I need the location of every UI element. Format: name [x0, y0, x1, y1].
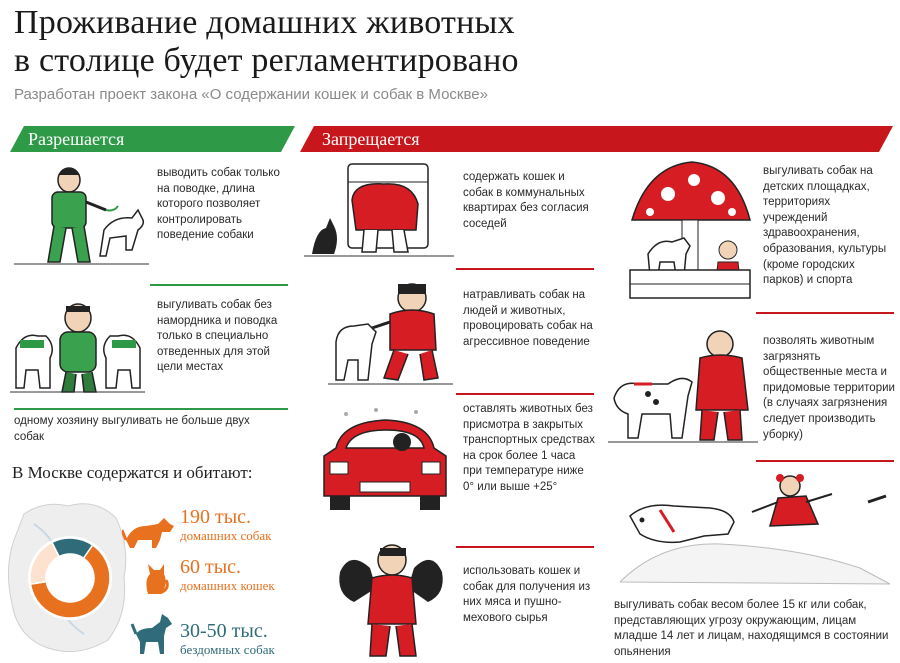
stray-label: бездомных собак: [180, 642, 275, 657]
aggression-illustration: [328, 280, 453, 388]
page-title: [14, 4, 714, 80]
playground-illustration: [628, 158, 754, 302]
moscow-heading: В Москве содержатся и обитают:: [12, 463, 253, 482]
car-illustration: [316, 404, 454, 514]
forbidden-label: Запрещается: [322, 129, 420, 149]
forbidden-item-3: оставлять животных без присмотра в закрытых транспортных средствах на срок более 1 часа при температуре ниже 0° или выше +25°: [463, 403, 595, 493]
forbidden-item-2: натравливать собак на людей и животных, провоцировать собак на агрессивное поведение: [463, 289, 593, 348]
forbidden-item-1: содержать кошек и собак в коммунальных квартирах без согласия соседей: [463, 171, 589, 230]
allowed-item-3: одному хозяину выгуливать не больше двух собак: [14, 415, 250, 443]
stray-dog-icon: [130, 612, 174, 658]
forbidden-separator-1: [456, 268, 594, 270]
allowed-band: [10, 126, 295, 152]
cats-count: 60 тыс.: [180, 556, 242, 578]
forbidden-separator-4: [756, 312, 894, 314]
no-muzzle-illustration: [10, 296, 145, 396]
forbidden-separator-5: [756, 460, 894, 462]
forbidden-item-6: позволять животным загрязнять общественные места и придомовые территории (в случаях загрязнения следует производить уборку): [763, 335, 895, 441]
dog-icon: [122, 510, 178, 550]
allowed-item-2: выгуливать собак без намордника и поводка только в специально отведенных для этой цели местах: [157, 299, 278, 374]
pollution-illustration: [608, 328, 758, 448]
dogs-count: 190 тыс.: [180, 506, 252, 528]
fur-illustration: [330, 528, 452, 660]
forbidden-band: [300, 126, 893, 152]
cats-label: домашних кошек: [180, 578, 275, 593]
forbidden-item-5: выгуливать собак на детских площадках, территориях учреждений здравоохранения, образования, культуры (кроме городских парков) и спорта: [763, 165, 887, 287]
moscow-map-donut: [4, 494, 132, 660]
communal-flat-illustration: [304, 160, 454, 260]
title-line-2: в столице будет регламентировано: [14, 42, 519, 79]
allowed-separator-2: [14, 408, 288, 410]
dog-chasing-illustration: [620, 472, 890, 592]
forbidden-item-7: выгуливать собак весом более 15 кг или собак, представляющих угрозу окружающим, лицам младше 14 лет и лицам, находящимся в состоянии опьянения: [614, 599, 889, 658]
leash-walk-illustration: [14, 160, 149, 270]
allowed-item-1: выводить собак только на поводке, длина которого позволяет контролировать поведение собаки: [157, 167, 280, 242]
allowed-label: Разрешается: [28, 129, 125, 149]
forbidden-item-4: использовать кошек и собак для получения из них мяса и пушно-мехового сырья: [463, 565, 591, 624]
allowed-separator-1: [150, 284, 288, 286]
forbidden-separator-3: [456, 546, 594, 548]
subtitle: Разработан проект закона «О содержании кошек и собак в Москве»: [14, 86, 488, 103]
title-line-1: Проживание домашних животных: [14, 4, 515, 41]
cat-icon: [140, 560, 170, 596]
dogs-label: домашних собак: [180, 528, 272, 543]
stray-count: 30-50 тыс.: [180, 620, 268, 642]
forbidden-separator-2: [456, 393, 594, 395]
